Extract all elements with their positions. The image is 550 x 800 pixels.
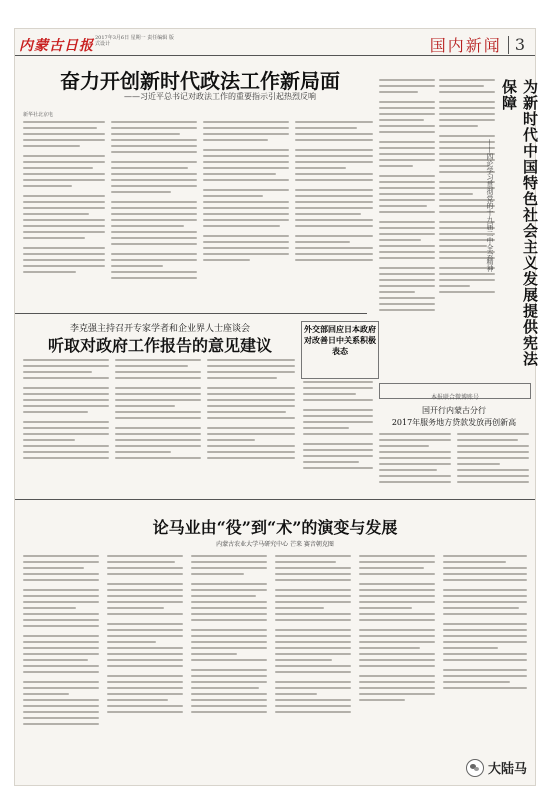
middle-story-kicker: 李克强主持召开专家学者和企业界人士座谈会 (69, 324, 250, 334)
middle-story-headline: 听取对政府工作报告的意见建议 (47, 336, 272, 355)
page-number: 3 (514, 35, 525, 54)
boxed-story-body (303, 381, 373, 489)
bank-story-line1: 国开行内蒙古分行 (422, 406, 486, 415)
header-rule (15, 55, 535, 56)
top-story-col-3 (203, 121, 289, 311)
top-story-col-4 (295, 121, 373, 311)
bank-story-line2: 2017年服务地方贷款发放再创新高 (391, 418, 517, 427)
bank-story-col-1 (379, 433, 451, 491)
masthead-meta: 2017年3月6日 星期一 责任编辑 版式设计 (95, 35, 174, 47)
top-story-col-1 (23, 121, 105, 311)
watermark (466, 758, 527, 777)
side-story-col-1 (379, 79, 435, 379)
notice-text: 本报联合微博账号 (430, 394, 479, 401)
feature-col-6 (443, 555, 527, 745)
boxed-story-headline: 外交部回应日本政府对改善日中关系积极表态 (304, 324, 376, 356)
feature-byline: 内蒙古农业大学马研究中心 芒来 赛音朝克图 (216, 541, 334, 548)
top-story-headline: 奋力开创新时代政法工作新局面 (60, 69, 340, 93)
section-divider (508, 36, 509, 54)
middle-story-col-3 (207, 359, 295, 489)
middle-story-col-1 (23, 359, 109, 489)
bank-story-col-2 (457, 433, 529, 491)
boxed-story (301, 321, 379, 379)
feature-headline: 论马业由“役”到“术”的演变与发展 (152, 518, 398, 537)
notice-bar (379, 383, 531, 399)
section-header (430, 33, 525, 56)
side-story-subtitle: ——四论学习贯彻党的十九届二中全会精神 (486, 139, 494, 272)
side-story-title: 为新时代中国特色社会主义发展提供宪法保障 (500, 79, 539, 367)
feature-col-2 (107, 555, 183, 777)
newspaper-page (14, 28, 539, 786)
top-story-col-2 (111, 121, 197, 311)
feature-col-5 (359, 555, 435, 777)
middle-story-col-2 (115, 359, 201, 489)
feature-col-3 (191, 555, 267, 777)
top-story-subhead: ——习近平总书记对政法工作的重要指示引起热烈反响 (124, 92, 316, 101)
feature-col-1 (23, 555, 99, 777)
section-name: 国内新闻 (429, 36, 502, 55)
feature-rule (15, 499, 535, 500)
wechat-icon (466, 759, 484, 777)
feature-col-4 (275, 555, 351, 777)
mid-rule (15, 313, 367, 314)
top-story-byline: 新华社北京电 (23, 112, 54, 118)
watermark-text: 大陆马 (487, 762, 527, 777)
masthead-logo: 内蒙古日报 (19, 38, 94, 54)
